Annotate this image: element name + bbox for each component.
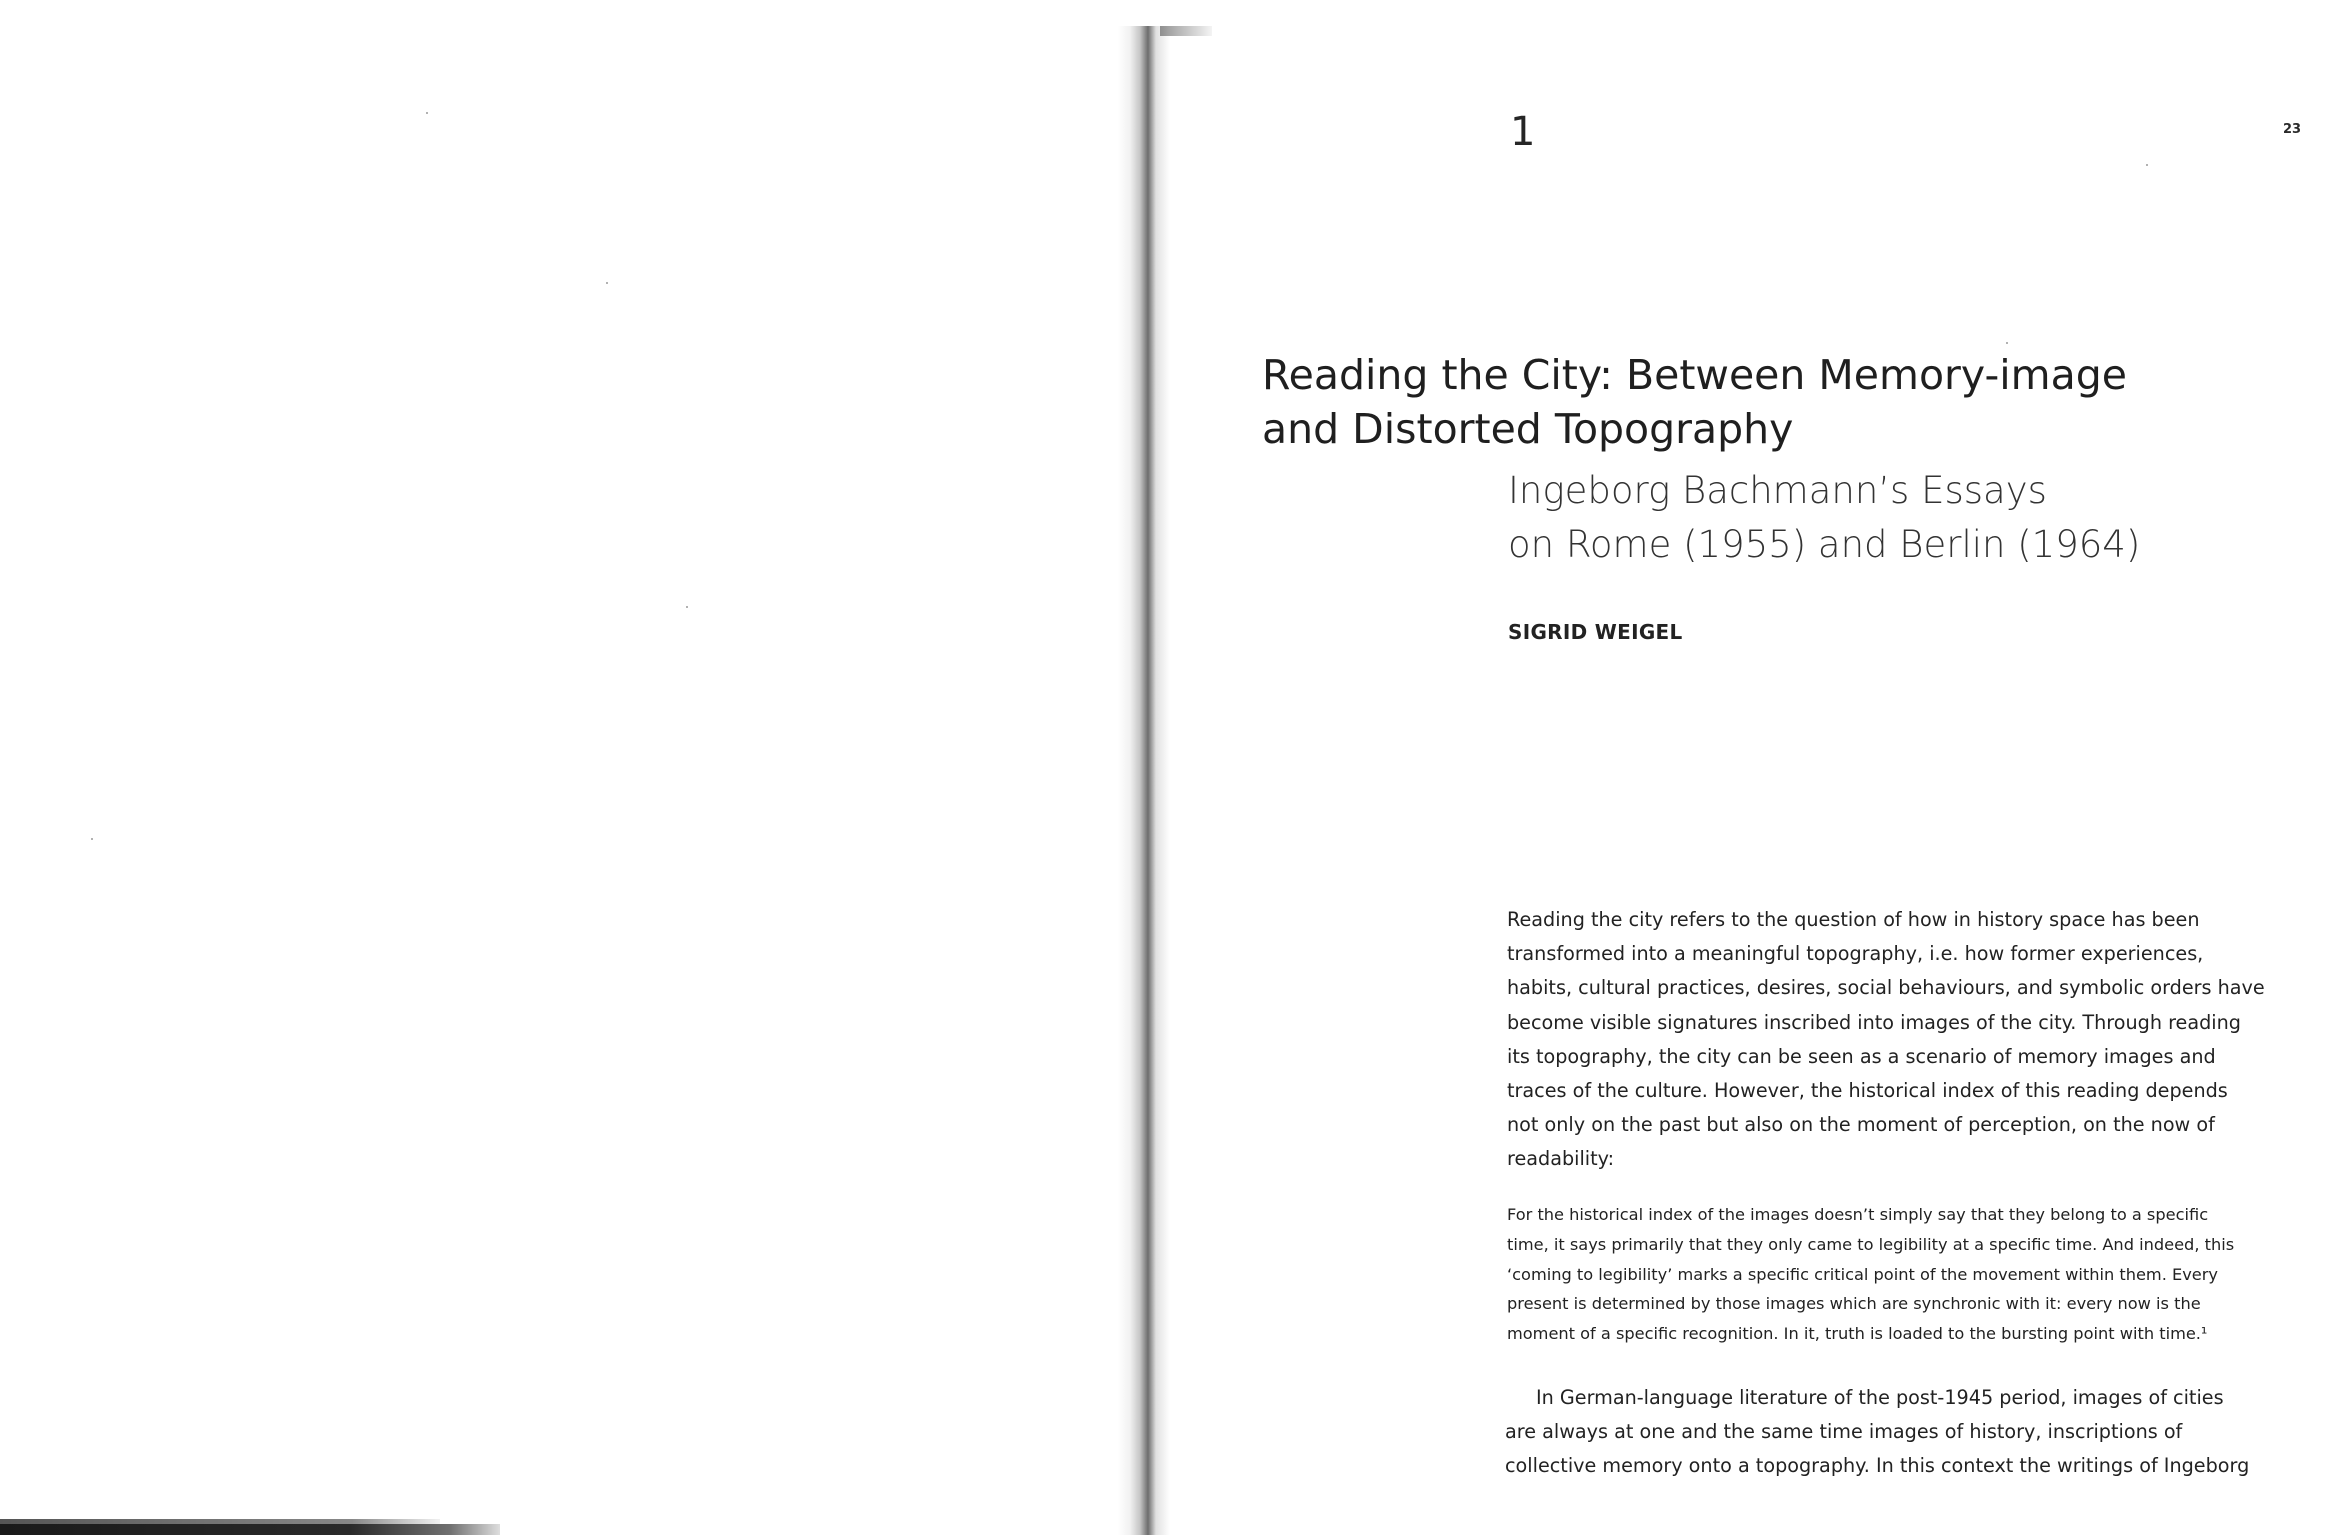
book-gutter-shadow [1118, 26, 1170, 1535]
quote-line: time, it says primarily that they only came to legibility at a specific time. And indeed, this [1507, 1234, 2235, 1254]
quote-line: present is determined by those images which are synchronic with it: every now is the [1507, 1294, 2201, 1314]
scan-speck [606, 282, 608, 284]
chapter-title [1262, 348, 2182, 456]
text-line: transformed into a meaningful topography, i.e. how former experiences, [1507, 942, 2204, 966]
text-line: not only on the past but also on the moment of perception, on the now of [1507, 1113, 2215, 1137]
chapter-subtitle-line: Ingeborg Bachmann’s Essays [1508, 469, 2047, 512]
chapter-number: 1 [1510, 109, 1536, 155]
page-number: 23 [2283, 122, 2302, 137]
second-paragraph [1505, 1381, 2250, 1484]
scan-speck [426, 112, 428, 114]
text-line: its topography, the city can be seen as a scenario of memory images and [1507, 1044, 2216, 1068]
scan-speck [2146, 164, 2148, 166]
text-line: Reading the city refers to the question of how in history space has been [1507, 908, 2200, 931]
text-line: are always at one and the same time images of history, inscriptions of [1505, 1420, 2183, 1444]
scan-speck [2006, 342, 2008, 344]
scan-speck [91, 838, 93, 840]
quote-line: ‘coming to legibility’ marks a specific critical point of the movement within them. Every [1507, 1264, 2218, 1284]
quote-line: For the historical index of the images doesn’t simply say that they belong to a specific [1507, 1205, 2209, 1224]
quote-line: moment of a specific recognition. In it, truth is loaded to the bursting point with time.¹ [1507, 1324, 2208, 1344]
text-line: readability: [1507, 1147, 1615, 1171]
author-name: SIGRID WEIGEL [1508, 620, 1683, 644]
gutter-top-mark [1160, 26, 1212, 36]
block-quote [1507, 1200, 2235, 1349]
chapter-title-line: Reading the City: Between Memory-image [1262, 351, 2127, 399]
opening-paragraph [1507, 903, 2265, 1177]
text-line: become visible signatures inscribed into images of the city. Through reading [1507, 1010, 2241, 1034]
left-page-blank [0, 0, 1160, 1535]
chapter-title-line: and Distorted Topography [1262, 405, 1794, 453]
scan-edge-bar [0, 1524, 500, 1535]
text-line: In German-language literature of the post-1945 period, images of cities [1536, 1386, 2224, 1409]
chapter-subtitle [1508, 464, 2208, 572]
chapter-subtitle-line: on Rome (1955) and Berlin (1964) [1508, 523, 2141, 566]
text-line: habits, cultural practices, desires, social behaviours, and symbolic orders have [1507, 976, 2265, 1000]
scan-speck [686, 606, 688, 608]
text-line: traces of the culture. However, the historical index of this reading depends [1507, 1079, 2228, 1103]
text-line: collective memory onto a topography. In this context the writings of Ingeborg [1505, 1454, 2250, 1478]
